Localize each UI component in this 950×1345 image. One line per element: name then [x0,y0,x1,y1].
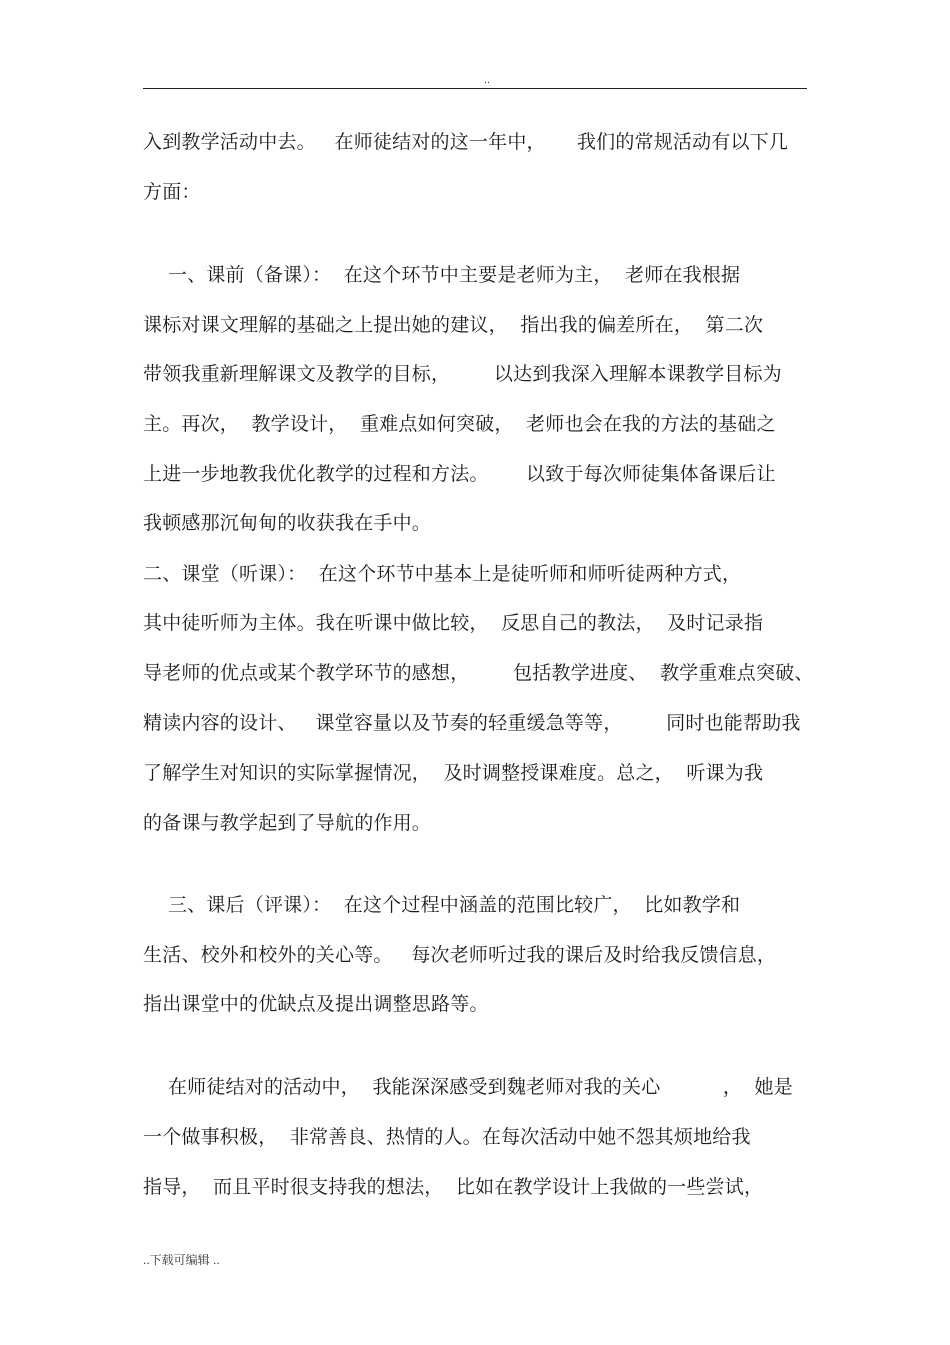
text-line: 带领我重新理解课文及教学的目标， 以达到我深入理解本课教学目标为 [143,363,782,385]
text-line: 入到教学活动中去。 在师徒结对的这一年中， 我们的常规活动有以下几 [143,131,789,153]
text-line: 精读内容的设计、 课堂容量以及节奏的轻重缓急等等， 同时也能帮助我 [143,712,801,734]
text-line: 二、课堂（听课）： 在这个环节中基本上是徒听师和师听徒两种方式， [143,563,742,585]
footer-note: ..下载可编辑 .. [143,1253,220,1267]
text-line: 生活、校外和校外的关心等。 每次老师听过我的课后及时给我反馈信息， [143,944,777,966]
text-line: 指导， 而且平时很支持我的想法， 比如在教学设计上我做的一些尝试， [143,1176,764,1198]
text-line: 导老师的优点或某个教学环节的感想， 包括教学进度、 教学重难点突破、 [143,662,814,684]
text-line: 上进一步地教我优化教学的过程和方法。 以致于每次师徒集体备课后让 [143,463,776,485]
header-mark: .. [484,74,491,86]
text-line: 我顿感那沉甸甸的收获我在手中。 [143,512,432,534]
text-line: 在师徒结对的活动中， 我能深深感受到魏老师对我的关心 ， 她是 [143,1076,793,1098]
text-line: 的备课与教学起到了导航的作用。 [143,812,432,834]
text-line: 其中徒听师为主体。我在听课中做比较， 反思自己的教法， 及时记录指 [143,612,764,634]
text-line: 三、课后（评课）： 在这个过程中涵盖的范围比较广， 比如教学和 [143,894,741,916]
text-line: 课标对课文理解的基础之上提出她的建议， 指出我的偏差所在， 第二次 [143,314,764,336]
text-line: 一、课前（备课）： 在这个环节中主要是老师为主， 老师在我根据 [143,264,741,286]
text-line: 指出课堂中的优缺点及提出调整思路等。 [143,993,489,1015]
text-line: 方面： [143,181,201,203]
header-rule [143,88,807,89]
text-line: 一个做事积极， 非常善良、热情的人。在每次活动中她不怨其烦地给我 [143,1126,751,1148]
text-line: 主。再次， 教学设计， 重难点如何突破， 老师也会在我的方法的基础之 [143,413,776,435]
text-line: 了解学生对知识的实际掌握情况， 及时调整授课难度。总之， 听课为我 [143,762,764,784]
